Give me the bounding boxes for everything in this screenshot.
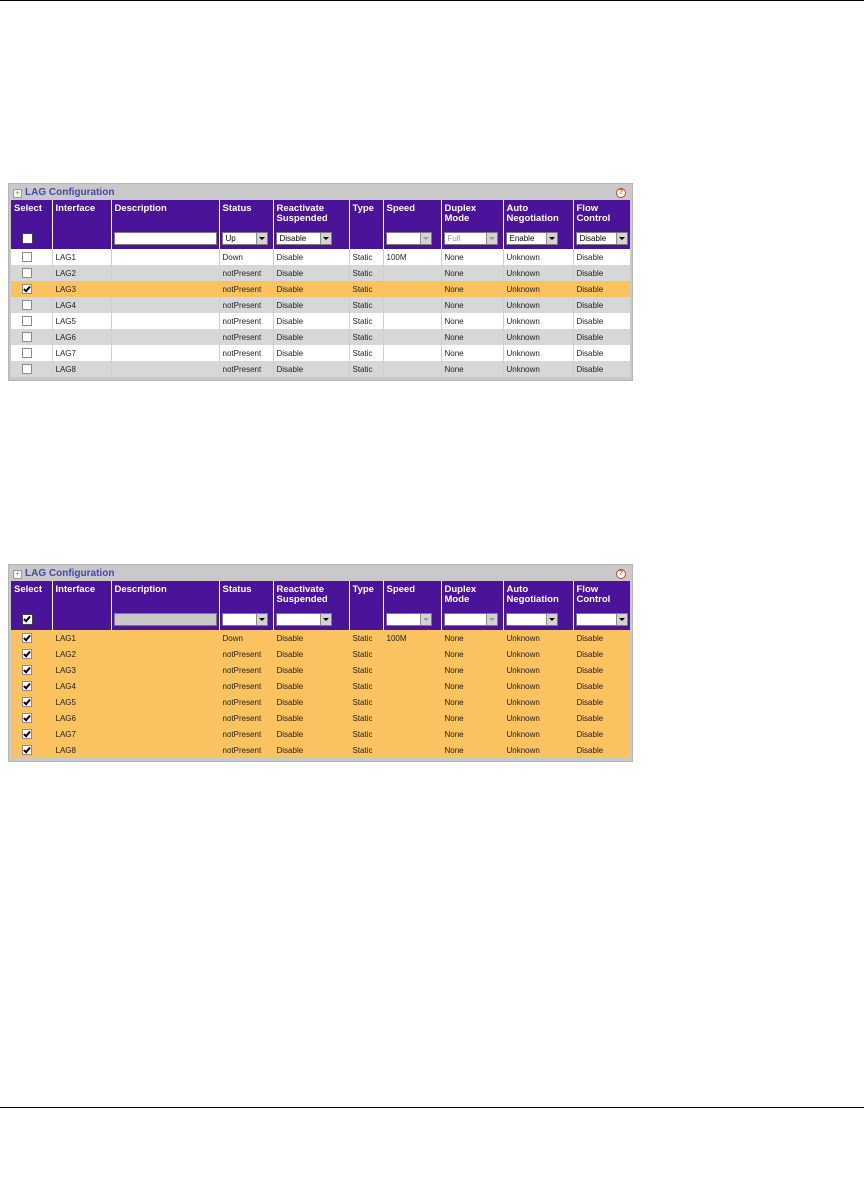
cell-type: Static bbox=[349, 265, 383, 281]
cell-status: notPresent bbox=[219, 646, 273, 662]
duplex-mode-select[interactable] bbox=[444, 232, 498, 245]
cell-reactivate-suspended: Disable bbox=[273, 313, 349, 329]
speed-select[interactable] bbox=[386, 232, 432, 245]
cell-status: notPresent bbox=[219, 726, 273, 742]
cell-select bbox=[11, 662, 52, 678]
cell-flow-control: Disable bbox=[573, 265, 630, 281]
col-header-flow-control: Flow Control bbox=[573, 581, 630, 608]
cell-duplex-mode: None bbox=[441, 694, 503, 710]
cell-interface: LAG7 bbox=[52, 726, 111, 742]
cell-interface: LAG7 bbox=[52, 345, 111, 361]
cell-select bbox=[11, 742, 52, 758]
row-select-checkbox[interactable] bbox=[22, 348, 32, 358]
cell-select bbox=[11, 313, 52, 329]
row-select-checkbox[interactable] bbox=[22, 300, 32, 310]
cell-duplex-mode: None bbox=[441, 281, 503, 297]
cell-interface: LAG3 bbox=[52, 662, 111, 678]
cell-reactivate-suspended: Disable bbox=[273, 297, 349, 313]
cell-auto-negotiation: Unknown bbox=[503, 678, 573, 694]
table-row[interactable] bbox=[11, 646, 630, 662]
table-row[interactable] bbox=[11, 742, 630, 758]
edit-type-cell bbox=[349, 227, 383, 249]
edit-type-cell bbox=[349, 608, 383, 630]
edit-select-cell bbox=[11, 608, 52, 630]
cell-select bbox=[11, 678, 52, 694]
cell-speed bbox=[383, 361, 441, 377]
help-icon[interactable]: ? bbox=[616, 569, 626, 579]
cell-select bbox=[11, 630, 52, 646]
cell-flow-control: Disable bbox=[573, 630, 630, 646]
cell-flow-control: Disable bbox=[573, 662, 630, 678]
lag-configuration-panel-2 bbox=[8, 564, 633, 762]
cell-auto-negotiation: Unknown bbox=[503, 281, 573, 297]
cell-select bbox=[11, 710, 52, 726]
cell-type: Static bbox=[349, 329, 383, 345]
cell-description bbox=[111, 662, 219, 678]
cell-reactivate-suspended: Disable bbox=[273, 630, 349, 646]
table-row[interactable] bbox=[11, 662, 630, 678]
description-input[interactable] bbox=[114, 613, 217, 626]
chevron-down-icon bbox=[420, 233, 431, 244]
cell-duplex-mode: None bbox=[441, 361, 503, 377]
flow-select-value: Disable bbox=[579, 233, 607, 243]
cell-speed bbox=[383, 329, 441, 345]
cell-type: Static bbox=[349, 297, 383, 313]
col-header-type: Type bbox=[349, 581, 383, 608]
cell-flow-control: Disable bbox=[573, 329, 630, 345]
cell-reactivate-suspended: Disable bbox=[273, 361, 349, 377]
cell-select bbox=[11, 646, 52, 662]
chevron-down-icon bbox=[256, 233, 267, 244]
cell-interface: LAG1 bbox=[52, 630, 111, 646]
col-header-type: Type bbox=[349, 200, 383, 227]
edit-speed-cell bbox=[383, 608, 441, 630]
col-header-speed: Speed bbox=[383, 200, 441, 227]
cell-flow-control: Disable bbox=[573, 726, 630, 742]
col-header-description: Description bbox=[111, 581, 219, 608]
duplex-select-value: Full bbox=[447, 233, 461, 243]
col-header-auto-negotiation: Auto Negotiation bbox=[503, 581, 573, 608]
cell-reactivate-suspended: Disable bbox=[273, 345, 349, 361]
cell-description bbox=[111, 313, 219, 329]
cell-duplex-mode: None bbox=[441, 646, 503, 662]
cell-duplex-mode: None bbox=[441, 726, 503, 742]
cell-status: notPresent bbox=[219, 313, 273, 329]
table-row[interactable] bbox=[11, 265, 630, 281]
row-select-checkbox[interactable] bbox=[22, 633, 32, 643]
edit-select-cell bbox=[11, 227, 52, 249]
cell-speed bbox=[383, 694, 441, 710]
cell-speed bbox=[383, 313, 441, 329]
cell-duplex-mode: None bbox=[441, 742, 503, 758]
row-select-checkbox[interactable] bbox=[22, 268, 32, 278]
cell-auto-negotiation: Unknown bbox=[503, 265, 573, 281]
cell-speed bbox=[383, 662, 441, 678]
flow-control-select[interactable] bbox=[576, 232, 628, 245]
cell-speed bbox=[383, 265, 441, 281]
select-all-checkbox[interactable] bbox=[22, 614, 33, 625]
edit-flow-cell bbox=[573, 608, 630, 630]
cell-interface: LAG8 bbox=[52, 361, 111, 377]
cell-flow-control: Disable bbox=[573, 313, 630, 329]
reactivate-select-value: Disable bbox=[279, 233, 307, 243]
col-header-status: Status bbox=[219, 581, 273, 608]
lag-table bbox=[11, 581, 630, 758]
cell-description bbox=[111, 694, 219, 710]
cell-auto-negotiation: Unknown bbox=[503, 361, 573, 377]
cell-speed bbox=[383, 726, 441, 742]
cell-type: Static bbox=[349, 678, 383, 694]
panel-header bbox=[11, 567, 630, 581]
table-row[interactable] bbox=[11, 726, 630, 742]
col-header-reactivate-suspended: Reactivate Suspended bbox=[273, 581, 349, 608]
cell-auto-negotiation: Unknown bbox=[503, 726, 573, 742]
cell-reactivate-suspended: Disable bbox=[273, 678, 349, 694]
cell-type: Static bbox=[349, 726, 383, 742]
cell-interface: LAG1 bbox=[52, 249, 111, 265]
panel-title: LAG Configuration bbox=[25, 187, 115, 198]
panel-header bbox=[11, 186, 630, 200]
chevron-down-icon bbox=[320, 233, 331, 244]
chevron-down-icon bbox=[486, 233, 497, 244]
edit-interface-cell bbox=[52, 227, 111, 249]
cell-description bbox=[111, 710, 219, 726]
cell-auto-negotiation: Unknown bbox=[503, 313, 573, 329]
cell-type: Static bbox=[349, 694, 383, 710]
table-row[interactable] bbox=[11, 710, 630, 726]
row-select-checkbox[interactable] bbox=[22, 284, 32, 294]
table-row[interactable] bbox=[11, 329, 630, 345]
cell-flow-control: Disable bbox=[573, 646, 630, 662]
cell-description bbox=[111, 726, 219, 742]
cell-reactivate-suspended: Disable bbox=[273, 281, 349, 297]
chevron-down-icon bbox=[256, 614, 267, 625]
cell-duplex-mode: None bbox=[441, 710, 503, 726]
cell-type: Static bbox=[349, 361, 383, 377]
autoneg-select-value: Enable bbox=[509, 233, 535, 243]
cell-duplex-mode: None bbox=[441, 345, 503, 361]
cell-status: notPresent bbox=[219, 742, 273, 758]
table-row[interactable] bbox=[11, 249, 630, 265]
cell-duplex-mode: None bbox=[441, 678, 503, 694]
cell-auto-negotiation: Unknown bbox=[503, 742, 573, 758]
col-header-interface: Interface bbox=[52, 200, 111, 227]
row-select-checkbox[interactable] bbox=[22, 665, 32, 675]
cell-duplex-mode: None bbox=[441, 329, 503, 345]
bottom-rule bbox=[0, 1107, 864, 1108]
cell-interface: LAG4 bbox=[52, 678, 111, 694]
cell-reactivate-suspended: Disable bbox=[273, 694, 349, 710]
edit-reactivate-cell bbox=[273, 608, 349, 630]
cell-auto-negotiation: Unknown bbox=[503, 297, 573, 313]
cell-description bbox=[111, 265, 219, 281]
cell-auto-negotiation: Unknown bbox=[503, 710, 573, 726]
top-rule bbox=[0, 0, 864, 1]
edit-autoneg-cell bbox=[503, 608, 573, 630]
cell-status: notPresent bbox=[219, 678, 273, 694]
row-select-checkbox[interactable] bbox=[22, 745, 32, 755]
flow-control-select[interactable] bbox=[576, 613, 628, 626]
cell-reactivate-suspended: Disable bbox=[273, 742, 349, 758]
cell-status: notPresent bbox=[219, 345, 273, 361]
chevron-down-icon bbox=[546, 233, 557, 244]
cell-interface: LAG5 bbox=[52, 313, 111, 329]
cell-status: Down bbox=[219, 630, 273, 646]
edit-description-cell bbox=[111, 227, 219, 249]
edit-duplex-cell bbox=[441, 227, 503, 249]
cell-speed bbox=[383, 678, 441, 694]
header-row bbox=[11, 200, 630, 227]
cell-description bbox=[111, 329, 219, 345]
cell-description bbox=[111, 742, 219, 758]
cell-type: Static bbox=[349, 249, 383, 265]
row-select-checkbox[interactable] bbox=[22, 697, 32, 707]
row-select-checkbox[interactable] bbox=[22, 729, 32, 739]
cell-select bbox=[11, 265, 52, 281]
cell-type: Static bbox=[349, 710, 383, 726]
cell-flow-control: Disable bbox=[573, 678, 630, 694]
cell-type: Static bbox=[349, 345, 383, 361]
cell-interface: LAG2 bbox=[52, 646, 111, 662]
cell-reactivate-suspended: Disable bbox=[273, 265, 349, 281]
edit-status-cell bbox=[219, 227, 273, 249]
status-select-value: Up bbox=[225, 233, 236, 243]
chevron-down-icon bbox=[420, 614, 431, 625]
col-header-reactivate-suspended: Reactivate Suspended bbox=[273, 200, 349, 227]
col-header-select: Select bbox=[11, 581, 52, 608]
cell-auto-negotiation: Unknown bbox=[503, 630, 573, 646]
edit-row bbox=[11, 608, 630, 630]
cell-speed: 100M bbox=[383, 249, 441, 265]
cell-description bbox=[111, 630, 219, 646]
table-row[interactable] bbox=[11, 630, 630, 646]
cell-status: notPresent bbox=[219, 694, 273, 710]
cell-type: Static bbox=[349, 630, 383, 646]
cell-speed bbox=[383, 742, 441, 758]
cell-auto-negotiation: Unknown bbox=[503, 249, 573, 265]
cell-interface: LAG4 bbox=[52, 297, 111, 313]
cell-flow-control: Disable bbox=[573, 249, 630, 265]
edit-flow-cell bbox=[573, 227, 630, 249]
reactivate-suspended-select[interactable] bbox=[276, 232, 332, 245]
cell-duplex-mode: None bbox=[441, 265, 503, 281]
table-row[interactable] bbox=[11, 678, 630, 694]
table-row[interactable] bbox=[11, 281, 630, 297]
chevron-down-icon bbox=[546, 614, 557, 625]
cell-duplex-mode: None bbox=[441, 313, 503, 329]
duplex-mode-select[interactable] bbox=[444, 613, 498, 626]
cell-description bbox=[111, 345, 219, 361]
col-header-flow-control: Flow Control bbox=[573, 200, 630, 227]
cell-description bbox=[111, 249, 219, 265]
cell-description bbox=[111, 297, 219, 313]
edit-speed-cell bbox=[383, 227, 441, 249]
cell-select bbox=[11, 694, 52, 710]
cell-auto-negotiation: Unknown bbox=[503, 694, 573, 710]
cell-reactivate-suspended: Disable bbox=[273, 249, 349, 265]
cell-select bbox=[11, 345, 52, 361]
edit-interface-cell bbox=[52, 608, 111, 630]
cell-description bbox=[111, 678, 219, 694]
cell-status: notPresent bbox=[219, 662, 273, 678]
chevron-down-icon bbox=[616, 614, 627, 625]
row-select-checkbox[interactable] bbox=[22, 252, 32, 262]
cell-auto-negotiation: Unknown bbox=[503, 662, 573, 678]
edit-status-cell bbox=[219, 608, 273, 630]
cell-speed: 100M bbox=[383, 630, 441, 646]
cell-select bbox=[11, 726, 52, 742]
edit-description-cell bbox=[111, 608, 219, 630]
cell-description bbox=[111, 281, 219, 297]
auto-negotiation-select[interactable] bbox=[506, 232, 558, 245]
cell-interface: LAG5 bbox=[52, 694, 111, 710]
cell-flow-control: Disable bbox=[573, 742, 630, 758]
edit-row bbox=[11, 227, 630, 249]
col-header-duplex-mode: Duplex Mode bbox=[441, 581, 503, 608]
col-header-select: Select bbox=[11, 200, 52, 227]
cell-status: notPresent bbox=[219, 710, 273, 726]
cell-speed bbox=[383, 297, 441, 313]
cell-type: Static bbox=[349, 742, 383, 758]
table-row[interactable] bbox=[11, 345, 630, 361]
col-header-interface: Interface bbox=[52, 581, 111, 608]
cell-duplex-mode: None bbox=[441, 662, 503, 678]
cell-reactivate-suspended: Disable bbox=[273, 710, 349, 726]
cell-type: Static bbox=[349, 281, 383, 297]
cell-type: Static bbox=[349, 646, 383, 662]
table-row[interactable] bbox=[11, 313, 630, 329]
expand-icon[interactable]: + bbox=[13, 570, 22, 579]
cell-interface: LAG2 bbox=[52, 265, 111, 281]
row-select-checkbox[interactable] bbox=[22, 316, 32, 326]
edit-autoneg-cell bbox=[503, 227, 573, 249]
cell-interface: LAG3 bbox=[52, 281, 111, 297]
cell-flow-control: Disable bbox=[573, 281, 630, 297]
cell-flow-control: Disable bbox=[573, 297, 630, 313]
cell-duplex-mode: None bbox=[441, 249, 503, 265]
description-input[interactable] bbox=[114, 232, 217, 245]
help-icon[interactable]: ? bbox=[616, 188, 626, 198]
col-header-status: Status bbox=[219, 200, 273, 227]
cell-type: Static bbox=[349, 313, 383, 329]
row-select-checkbox[interactable] bbox=[22, 332, 32, 342]
cell-speed bbox=[383, 345, 441, 361]
edit-reactivate-cell bbox=[273, 227, 349, 249]
table-row[interactable] bbox=[11, 694, 630, 710]
cell-speed bbox=[383, 281, 441, 297]
cell-status: notPresent bbox=[219, 297, 273, 313]
reactivate-suspended-select[interactable] bbox=[276, 613, 332, 626]
cell-flow-control: Disable bbox=[573, 694, 630, 710]
cell-select bbox=[11, 297, 52, 313]
cell-auto-negotiation: Unknown bbox=[503, 329, 573, 345]
chevron-down-icon bbox=[320, 614, 331, 625]
cell-status: notPresent bbox=[219, 361, 273, 377]
cell-status: notPresent bbox=[219, 329, 273, 345]
cell-select bbox=[11, 249, 52, 265]
cell-reactivate-suspended: Disable bbox=[273, 329, 349, 345]
row-select-checkbox[interactable] bbox=[22, 649, 32, 659]
cell-speed bbox=[383, 710, 441, 726]
cell-interface: LAG6 bbox=[52, 329, 111, 345]
cell-interface: LAG8 bbox=[52, 742, 111, 758]
cell-description bbox=[111, 361, 219, 377]
lag-configuration-panel-1 bbox=[8, 183, 633, 381]
cell-auto-negotiation: Unknown bbox=[503, 345, 573, 361]
lag-table bbox=[11, 200, 630, 377]
cell-reactivate-suspended: Disable bbox=[273, 646, 349, 662]
cell-status: Down bbox=[219, 249, 273, 265]
speed-select[interactable] bbox=[386, 613, 432, 626]
cell-reactivate-suspended: Disable bbox=[273, 726, 349, 742]
cell-speed bbox=[383, 646, 441, 662]
auto-negotiation-select[interactable] bbox=[506, 613, 558, 626]
row-select-checkbox[interactable] bbox=[22, 364, 32, 374]
cell-type: Static bbox=[349, 662, 383, 678]
col-header-auto-negotiation: Auto Negotiation bbox=[503, 200, 573, 227]
edit-duplex-cell bbox=[441, 608, 503, 630]
cell-flow-control: Disable bbox=[573, 710, 630, 726]
header-row bbox=[11, 581, 630, 608]
cell-interface: LAG6 bbox=[52, 710, 111, 726]
table-row[interactable] bbox=[11, 361, 630, 377]
cell-flow-control: Disable bbox=[573, 345, 630, 361]
table-row[interactable] bbox=[11, 297, 630, 313]
expand-icon[interactable]: + bbox=[13, 189, 22, 198]
cell-select bbox=[11, 361, 52, 377]
chevron-down-icon bbox=[486, 614, 497, 625]
cell-duplex-mode: None bbox=[441, 297, 503, 313]
row-select-checkbox[interactable] bbox=[22, 681, 32, 691]
select-all-checkbox[interactable] bbox=[22, 233, 33, 244]
cell-flow-control: Disable bbox=[573, 361, 630, 377]
col-header-description: Description bbox=[111, 200, 219, 227]
col-header-duplex-mode: Duplex Mode bbox=[441, 200, 503, 227]
panel-title: LAG Configuration bbox=[25, 568, 115, 579]
status-select[interactable] bbox=[222, 232, 268, 245]
cell-description bbox=[111, 646, 219, 662]
cell-select bbox=[11, 281, 52, 297]
status-select[interactable] bbox=[222, 613, 268, 626]
cell-status: notPresent bbox=[219, 281, 273, 297]
chevron-down-icon bbox=[616, 233, 627, 244]
cell-select bbox=[11, 329, 52, 345]
cell-status: notPresent bbox=[219, 265, 273, 281]
col-header-speed: Speed bbox=[383, 581, 441, 608]
cell-reactivate-suspended: Disable bbox=[273, 662, 349, 678]
cell-auto-negotiation: Unknown bbox=[503, 646, 573, 662]
cell-duplex-mode: None bbox=[441, 630, 503, 646]
row-select-checkbox[interactable] bbox=[22, 713, 32, 723]
